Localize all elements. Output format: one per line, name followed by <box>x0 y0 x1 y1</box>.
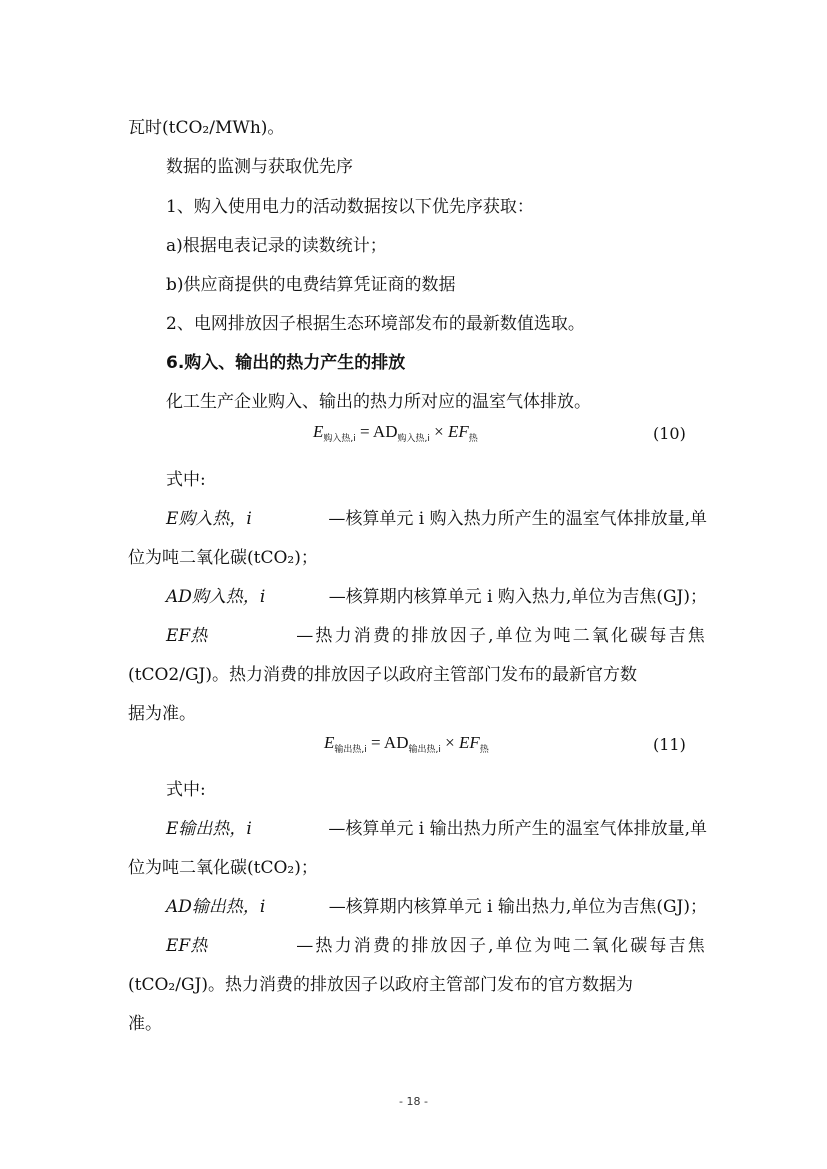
paragraph-line: (tCO2/GJ)。热力消费的排放因子以政府主管部门发布的最新官方数 <box>128 665 637 685</box>
definition-text: —核算单元 i 购入热力所产生的温室气体排放量,单 <box>328 509 707 529</box>
term: AD输出热，i <box>166 897 266 917</box>
paragraph-line: 位为吨二氧化碳(tCO₂)； <box>128 548 318 568</box>
paragraph-line: 式中: <box>166 470 206 490</box>
eq-variable: EF <box>447 422 469 441</box>
page-number: - 18 - <box>399 1095 428 1108</box>
term: E输出热，i <box>166 819 252 839</box>
definition-line <box>166 936 707 956</box>
paragraph-line: 式中: <box>166 780 206 800</box>
definition-line <box>166 819 707 839</box>
paragraph-line: 2、电网排放因子根据生态环境部发布的最新数值选取。 <box>166 314 585 334</box>
definition-line <box>166 626 707 646</box>
paragraph-line: a)根据电表记录的读数统计； <box>166 236 387 256</box>
eq-operator: × <box>429 422 448 441</box>
eq-subscript: 输出热,i <box>334 745 367 755</box>
paragraph-line: 1、购入使用电力的活动数据按以下优先序获取： <box>166 197 534 217</box>
paragraph-line: 数据的监测与获取优先序 <box>166 157 353 177</box>
eq-variable: E <box>313 422 324 441</box>
term: EF热 <box>166 626 208 646</box>
definition-text: —热力消费的排放因子,单位为吨二氧化碳每吉焦 <box>296 626 707 646</box>
eq-subscript: 购入热,i <box>397 434 430 444</box>
equation-number: (10) <box>653 424 686 443</box>
paragraph-line: 瓦时(tCO₂/MWh)。 <box>128 118 285 138</box>
paragraph-line: (tCO₂/GJ)。热力消费的排放因子以政府主管部门发布的官方数据为 <box>128 975 633 995</box>
definition-text: —核算单元 i 输出热力所产生的温室气体排放量,单 <box>328 819 707 839</box>
term: EF热 <box>166 936 208 956</box>
eq-operator: = AD <box>355 422 398 441</box>
definition-text: —核算期内核算单元 i 输出热力,单位为吉焦(GJ)； <box>328 897 707 917</box>
eq-subscript: 购入热,i <box>323 434 356 444</box>
equation-10 <box>313 422 478 444</box>
definition-line <box>166 897 707 917</box>
paragraph-line: 位为吨二氧化碳(tCO₂)； <box>128 858 318 878</box>
definition-line <box>166 587 707 607</box>
definition-text: —核算期内核算单元 i 购入热力,单位为吉焦(GJ)； <box>328 587 707 607</box>
term: AD购入热，i <box>166 587 266 607</box>
equation-11 <box>324 733 489 755</box>
section-heading: 6.购入、输出的热力产生的排放 <box>166 353 406 373</box>
eq-subscript: 输出热,i <box>408 745 441 755</box>
eq-variable: E <box>324 733 335 752</box>
eq-variable: EF <box>458 733 480 752</box>
definition-line <box>166 509 707 529</box>
eq-subscript: 热 <box>468 434 478 444</box>
paragraph-line: 准。 <box>128 1014 162 1034</box>
definition-text: —热力消费的排放因子,单位为吨二氧化碳每吉焦 <box>296 936 707 956</box>
equation-number: (11) <box>653 735 686 754</box>
term: E购入热，i <box>166 509 252 529</box>
eq-operator: × <box>440 733 459 752</box>
eq-operator: = AD <box>366 733 409 752</box>
eq-subscript: 热 <box>479 745 489 755</box>
paragraph-line: b)供应商提供的电费结算凭证商的数据 <box>166 275 456 295</box>
paragraph-line: 据为准。 <box>128 704 196 724</box>
paragraph-line: 化工生产企业购入、输出的热力所对应的温室气体排放。 <box>166 392 591 412</box>
